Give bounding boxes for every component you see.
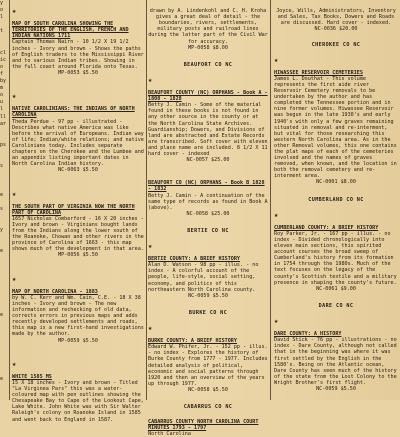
- edge-fragment: y: [0, 0, 4, 6]
- edge-fragment: [0, 170, 9, 177]
- edge-fragment: t: [0, 28, 4, 35]
- entry-description: Betty J. Camin - A continuation of the same type of records as found in Book A (above).: [148, 192, 268, 211]
- edge-fragment: [0, 135, 9, 142]
- entry-price: MP-0058 $8.00: [188, 44, 228, 51]
- edge-fragment: [0, 326, 9, 333]
- entry-description: Roy Parker, Jr. - 167 pp - illus. - no index - Divided chronologically into eleven main sections, this spirited account courses the broad sweep of Cumberland's history from its formation in 1754 through the 1980s. Much of the text focuses on the legacy of the county's Scottish textile and a military presence in shaping the county's future.: [274, 230, 397, 286]
- edge-fragment: [0, 348, 9, 355]
- column-divider: [146, 0, 147, 400]
- star-icon: ★: [148, 242, 153, 251]
- edge-fragment: [0, 156, 9, 163]
- edge-fragment: [0, 35, 9, 42]
- star-icon: ★: [12, 189, 17, 198]
- edge-fragment: [0, 284, 9, 291]
- entry-description: North Carolina: [148, 431, 191, 437]
- star-icon: ★: [274, 317, 279, 326]
- entry-title: BURKE COUNTY: A BRIEF HISTORY: [148, 338, 237, 345]
- column-divider: [9, 0, 10, 400]
- section-heading-burke: BURKE CO NC: [188, 309, 228, 316]
- edge-fragment: by: [0, 78, 7, 85]
- edge-fragment: [0, 184, 9, 191]
- entry-description: David Stick - 76 pp - illustrations - no index - Dare County, although not called that in the beginning was where it was first settled by the English in the 1580's. Being on the Atlantic ocean, Dare County has seen much of the history of the state from the Lost Colony to the Wright Brother's first flight.: [274, 337, 397, 386]
- edge-fragment: ar: [0, 120, 7, 127]
- section-heading-cumberland: CUMBERLAND CO NC: [308, 196, 364, 203]
- edge-fragment: cl: [0, 49, 7, 56]
- entry-description: James L. Douthat - This volume represents the first aide river Reservoir Cemetery removals to be undertaken by the author and has completed the Tennessee portion and in nine former volumes. Hiwassee Reservoir was begun in the late 1930's and early 1940's with only a few graves remaining situated in removal and re-interment, but vital for those researching this western North Carolina area. As in the other Removal volumes, this one contains the plat maps of each of the cemeteries involved and the names of graves removed, when known, and the location in both the removal cemetery and re-interment area.: [274, 75, 397, 180]
- entry-description: Theda Perdue - 97 pp - illustrated - Describes what native America was like before the arrival of Europeans. Indian way of life; Indian/white relations; and native Carolinians today. Includes separate chapters on the Cherokee and the Lumbee and an appendix listing important dates in North Carolina Indian history.: [12, 118, 144, 168]
- right-column: [274, 2, 398, 402]
- entry-description: Edward W. Phifer, Jr. - 152 pp - illus. - no index - Explores the history of Burke County from 1777 - 1977. Includes detailed analysis of political, economic and social patterns through 1920 and then an overview of the years up through 1977.: [148, 344, 268, 387]
- edge-fragment: e: [0, 312, 4, 319]
- edge-fragment: [0, 149, 9, 156]
- edge-fragment: [0, 277, 9, 284]
- entry-price: NC-0059 $5.50: [188, 292, 228, 299]
- edge-fragment: l: [0, 14, 4, 21]
- catalog-entry: [148, 413, 268, 437]
- continued-text: [274, 2, 398, 39]
- edge-fragment: [0, 298, 9, 305]
- edge-fragment: [0, 213, 9, 220]
- star-icon: ★: [148, 324, 153, 333]
- edge-fragment: [0, 319, 9, 326]
- edge-fragment: [0, 369, 9, 376]
- edge-fragment: o: [0, 63, 4, 70]
- catalog-entry: [12, 184, 144, 264]
- section-heading-beaufort: BEAUFORT CO NC: [183, 61, 233, 68]
- entry-price: NC-0061 $9.00: [316, 285, 356, 292]
- star-icon: ★: [12, 7, 17, 16]
- edge-fragment: [0, 397, 9, 404]
- edge-fragment: [0, 255, 9, 262]
- entry-title: CUMBERLAND COUNTY: A BRIEF HISTORY: [274, 224, 379, 231]
- edge-fragment: [0, 220, 9, 227]
- star-icon: ★: [12, 274, 17, 283]
- edge-fragment: s: [0, 163, 4, 170]
- entry-title: MAP OF NORTH CAROLINA - 1883: [12, 288, 98, 295]
- continued-description: drawn by A. Lindenkohl and C. H. Kroha gives a great deal of detail - the boundaries, rivers, settlements, military posts and railroad lines during the latter part of the Civil War for accuracy.: [148, 8, 268, 45]
- star-icon: ★: [148, 75, 153, 84]
- entry-description: 15 X 18 inches - Ivory and brown - Titled "La Virginea Pars" this was a water-coloured map with pen outlines showing the Chesapeake Bay to Cape of the Lookout Cape, Lake White. John White was with Sir Walter Raleigh's colony on Roanoke Island in 1585 and went back to England in 1587.: [12, 379, 144, 423]
- section-heading-dare: DARE CO NC: [318, 302, 354, 309]
- entry-price: NC-0058 $25.00: [186, 210, 230, 217]
- edge-fragment: s: [0, 205, 4, 212]
- catalog-entry: [148, 174, 268, 223]
- edge-fragment: [0, 21, 9, 28]
- entry-title: THE SOUTH PART OF VIRGINIA NOW THE NORTH PART OF CAROLINA: [12, 203, 135, 216]
- edge-fragment: [0, 383, 9, 390]
- entry-description: 1657 Nicholas Comberford - 16 X 20 inches - Ivory and brown - Virginians bought lands from the Indians along the lower south of the Roanoke, Chowan and other rivers in the province of Carolina of 1663 - this map shows much of the development in that area.: [12, 215, 144, 253]
- edge-fragment: o: [0, 92, 4, 99]
- edge-fragment: [0, 305, 9, 312]
- entry-title: WHITE 1585 MS: [12, 373, 52, 380]
- edge-fragment: ic: [0, 56, 7, 63]
- entry-title: BEAUFORT COUNTY (NC) ORPHANS - Book A - 1808 - 1828: [148, 90, 268, 103]
- entry-price: NC-0058 $5.50: [188, 386, 228, 393]
- edge-fragment: [0, 199, 9, 206]
- entry-title: HIWASSEE RESERVOIR CEMETERIES: [274, 69, 363, 76]
- edge-fragment: l: [0, 106, 4, 113]
- edge-fragment: o: [0, 7, 4, 14]
- edge-fragment: [0, 362, 9, 369]
- catalog-entry: [274, 51, 398, 192]
- edge-fragment: f: [0, 70, 4, 77]
- entry-price: NC-0057 $25.00: [186, 157, 230, 164]
- entry-price: NC-0059 $5.50: [316, 385, 356, 392]
- entry-price: MP-0053 $5.50: [58, 69, 98, 76]
- edge-fragment: [0, 262, 9, 269]
- entry-description: Captain Thomas Nairn - 10 1/2 X 19 1/2 inches - Ivory and brown - Shows the paths of English traders to the Mississippi River and to various Indian tribes. Showing in the full coast around Florida onto Texas.: [12, 39, 144, 70]
- edge-fragment: [0, 390, 9, 397]
- entry-description: by W. C. Kerr and Wm. Cain, C.E. - 18 X 38 inches - Ivory and brown - The new information and rechecking of old data, corrects errors in previous maps and adds recently developed settlements and roads, this map is a new first-hand investigations made by the author.: [12, 294, 144, 338]
- left-column: [12, 2, 144, 423]
- entry-title: DARE COUNTY: A HISTORY: [274, 331, 342, 338]
- edge-fragment: ll: [0, 113, 7, 120]
- section-heading-cherokee: CHEROKEE CO NC: [311, 41, 361, 48]
- entry-price: NC-0063 $5.50: [58, 167, 98, 174]
- entry-price: MP-0056 $5.50: [58, 252, 98, 259]
- star-icon: ★: [12, 92, 17, 101]
- edge-fragment: m: [0, 85, 4, 92]
- catalog-entry: [148, 319, 268, 399]
- section-heading-bertie: BERTIE CO NC: [187, 228, 229, 234]
- entry-title: NATIVE CAROLINIANS: THE INDIANS OF NORTH CAROLINA: [12, 106, 135, 119]
- entry-description: Betty J. Camin - Some of the material found in these books is not found in any other source in the county or at the North Carolina State Archives. Guardianship; Dowers, and Divisions of land are abstracted and Estate Records are transcribed. Soft cover with eleven and place name are included. 8 1/2 X 11 hard cover - indexed: [148, 102, 268, 157]
- edge-fragment: [0, 355, 9, 362]
- edge-fragment: [0, 43, 9, 50]
- edge-fragment: [0, 333, 9, 340]
- catalog-entry: [148, 237, 268, 305]
- star-icon: ★: [274, 210, 279, 219]
- edge-fragment: [0, 128, 9, 135]
- edge-fragment: [0, 404, 9, 411]
- edge-fragment: e: [0, 375, 4, 382]
- catalog-entry: [12, 270, 144, 350]
- middle-column: [148, 2, 268, 437]
- edge-fragment: e: [0, 248, 4, 255]
- entry-title: BERTIE COUNTY: A BRIEF HISTORY: [148, 256, 241, 263]
- entry-title: BEAUFORT CO (NC) ORPHANS - Book B 1828 - 1832: [148, 180, 265, 193]
- edge-fragment: e: [0, 191, 4, 198]
- entry-title: CABARRUS COUNTY NORTH CAROLINA COURT MINUTES 1793 - 1797: [148, 419, 259, 432]
- entry-price: MP-0059 $5.50: [58, 337, 98, 344]
- catalog-entry: [274, 312, 398, 398]
- catalog-entry: [12, 87, 144, 179]
- edge-fragment: ps: [0, 141, 7, 148]
- catalog-entry: [12, 2, 144, 82]
- edge-fragment: [0, 177, 9, 184]
- edge-fragment: [0, 270, 9, 277]
- star-icon: ★: [12, 359, 17, 368]
- entry-title: MAP OF SOUTH CAROLINA SHOWING THE TERRITORIES OF THE ENGLISH, FRENCH AND INDIAN NATIONS 1711: [12, 21, 129, 40]
- left-edge-fragments: [0, 0, 9, 400]
- edge-fragment: [0, 341, 9, 348]
- star-icon: ★: [274, 55, 279, 64]
- catalog-entry: [148, 71, 268, 169]
- continued-text: [148, 2, 268, 57]
- edge-fragment: [0, 241, 9, 248]
- section-heading-cabarrus: CABARRUS CO NC: [183, 404, 233, 411]
- entry-price: NC-0036 $20.00: [314, 26, 358, 33]
- edge-fragment: [0, 234, 9, 241]
- entry-price: NC-0001 $8.00: [316, 179, 356, 186]
- edge-fragment: u: [0, 99, 4, 106]
- catalog-entry: [274, 206, 398, 298]
- edge-fragment: y: [0, 227, 4, 233]
- edge-fragment: [0, 291, 9, 298]
- column-divider: [270, 0, 271, 400]
- entry-description: Alan D. Watson - 98 pp - illus. - no index - A colorful account of the people, life-style, social setting, economy, and politics of this northeastern North Carolina county.: [148, 262, 259, 293]
- continued-description: Joyce, Wills, Administrators, Inventory and Sales, Tax Books, Dowers and Roads are discussed. Hard cover - indexed.: [276, 8, 396, 27]
- catalog-entry: [12, 355, 144, 429]
